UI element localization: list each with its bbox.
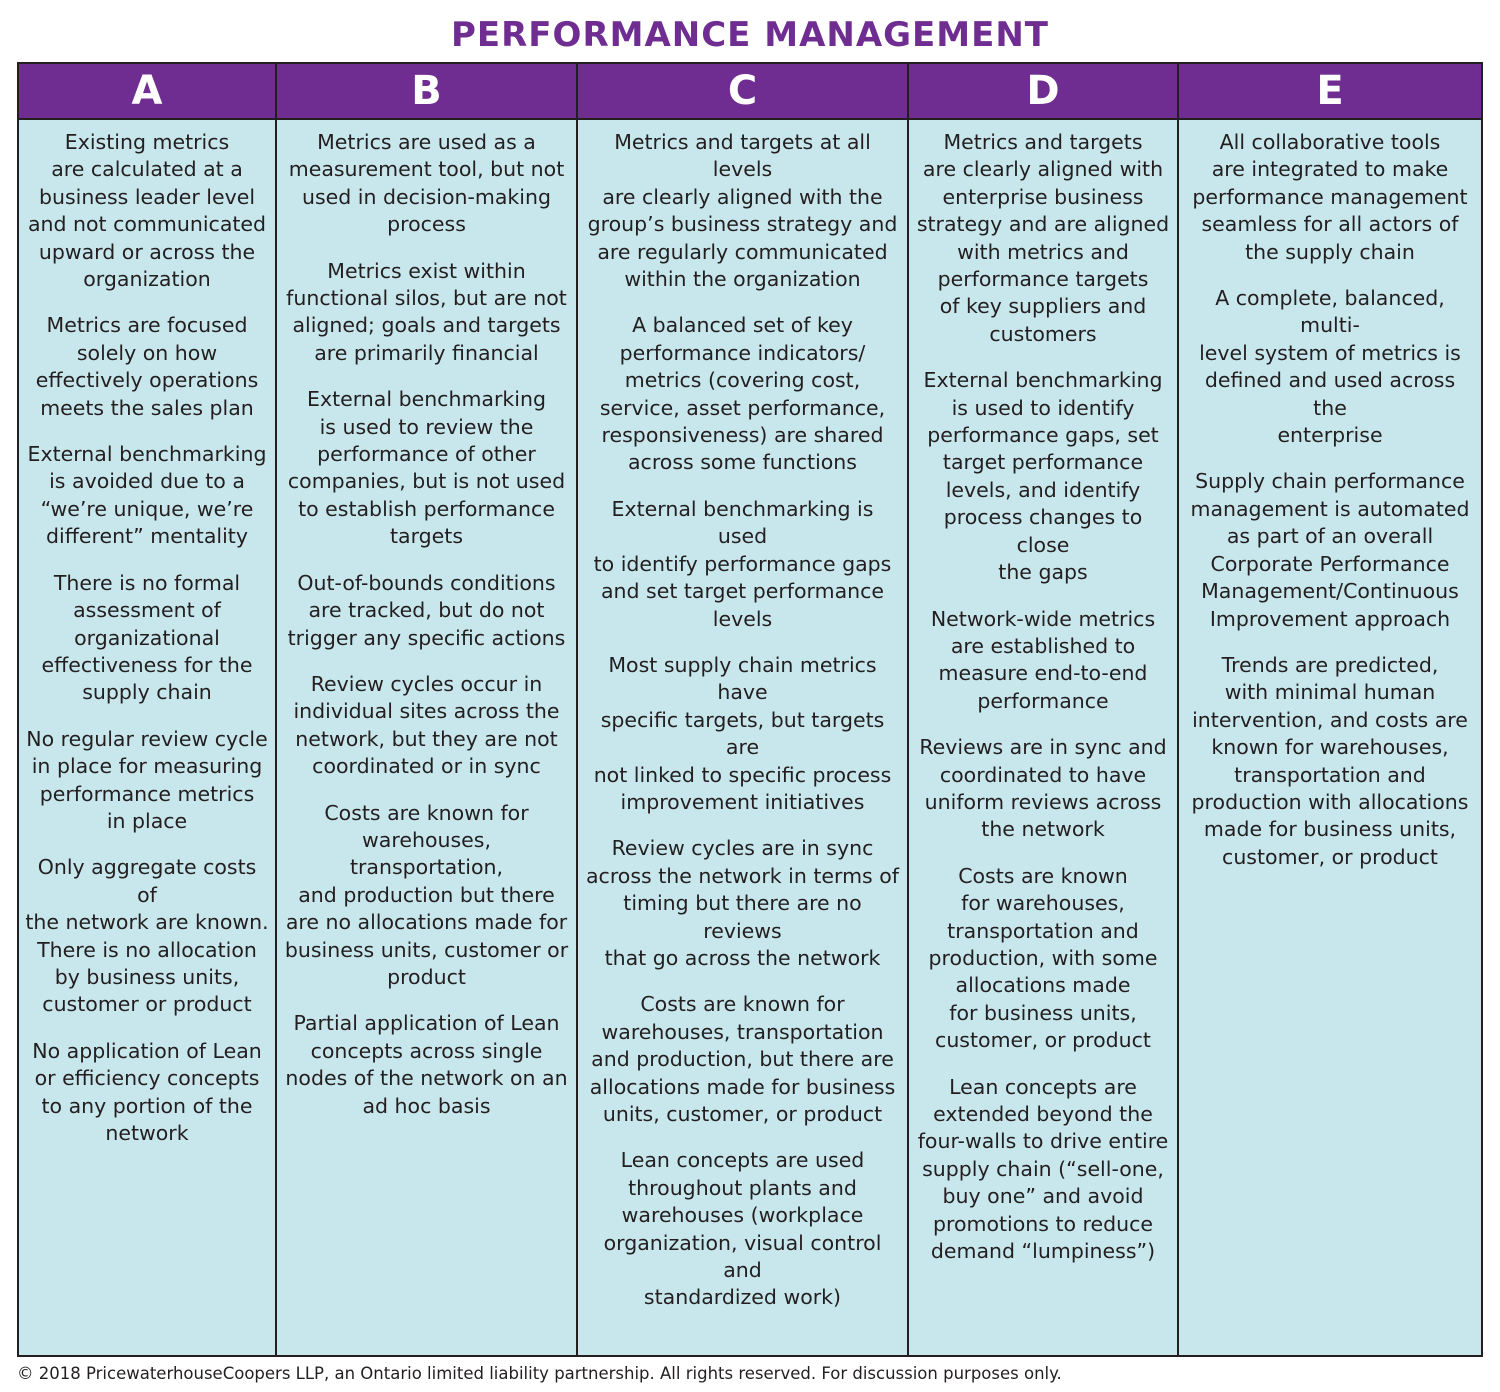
column-header-e: E bbox=[1179, 64, 1481, 120]
list-item: All collaborative tools are integrated to make performance management seamless for all actors of the supply chain bbox=[1192, 130, 1468, 264]
list-item: Metrics and targets at all levels are clearly aligned with the group’s business strategy and are regularly communicated within the organization bbox=[587, 130, 898, 292]
column-header-b: B bbox=[277, 64, 578, 120]
list-item: Partial application of Lean concepts across single nodes of the network on an ad hoc basis bbox=[285, 1011, 568, 1118]
list-item: Lean concepts are used throughout plants and warehouses (workplace organization, visual control and standardized work) bbox=[603, 1148, 882, 1310]
list-item: Network-wide metrics are established to measure end-to-end performance bbox=[930, 606, 1156, 713]
list-item: External benchmarking is avoided due to a “we’re unique, we’re different” mentality bbox=[27, 442, 267, 549]
list-item: Reviews are in sync and coordinated to have uniform reviews across the network bbox=[919, 735, 1167, 842]
page-title: PERFORMANCE MANAGEMENT bbox=[450, 15, 1049, 55]
list-item: No regular review cycle in place for measuring performance metrics in place bbox=[26, 726, 268, 833]
list-item: Costs are known for warehouses, transportation and production, but there are allocations made for business units, customer, or product bbox=[589, 992, 896, 1126]
column-body-a bbox=[19, 120, 277, 1355]
list-item: Most supply chain metrics have specific targets, but targets are not linked to specific process improvement initiatives bbox=[593, 652, 892, 814]
column-body-c bbox=[578, 120, 909, 1355]
column-body-d bbox=[909, 120, 1179, 1355]
list-item: External benchmarking is used to identify performance gaps and set target performance levels bbox=[593, 496, 892, 631]
list-item: Costs are known for warehouses, transportation, and production but there are no allocations made for business units, customer or product bbox=[284, 800, 569, 989]
column-header-c: C bbox=[578, 64, 909, 120]
list-item: Review cycles occur in individual sites across the network, but they are not coordinated or in sync bbox=[293, 671, 560, 779]
list-item: Out-of-bounds conditions are tracked, but do not trigger any specific actions bbox=[287, 570, 566, 650]
list-item: There is no formal assessment of organizational effectiveness for the supply chain bbox=[41, 570, 253, 705]
list-item: Review cycles are in sync across the network in terms of timing but there are no reviews that go across the network bbox=[585, 836, 899, 970]
list-item: A balanced set of key performance indicators/ metrics (covering cost, service, asset performance, responsiveness) are shared across some functions bbox=[599, 313, 886, 475]
column-body-e bbox=[1179, 120, 1481, 1355]
column-header-d: D bbox=[909, 64, 1179, 120]
list-item: Metrics exist within functional silos, but are not aligned; goals and targets are primarily financial bbox=[286, 258, 567, 365]
list-item: External benchmarking is used to identify performance gaps, set target performance levels, and identify process changes to close the gaps bbox=[923, 368, 1163, 585]
list-item: Existing metrics are calculated at a business leader level and not communicated upward or across the organization bbox=[27, 130, 267, 292]
list-item: A complete, balanced, multi- level system of metrics is defined and used across the enterprise bbox=[1199, 286, 1461, 448]
list-item: Only aggregate costs of the network are known. There is no allocation by business units, customer or product bbox=[25, 855, 269, 1017]
list-item: Trends are predicted, with minimal human intervention, and costs are known for warehouses, transportation and production with allocations made for business units, customer, or product bbox=[1191, 652, 1469, 869]
maturity-table bbox=[17, 62, 1483, 1357]
list-item: Metrics are used as a measurement tool, but not used in decision-making process bbox=[288, 130, 565, 237]
list-item: Metrics are focused solely on how effectively operations meets the sales plan bbox=[35, 313, 259, 420]
column-header-a: A bbox=[19, 64, 277, 120]
column-body-b bbox=[277, 120, 578, 1355]
list-item: Metrics and targets are clearly aligned with enterprise business strategy and are aligned with metrics and performance targets of key suppliers and customers bbox=[916, 130, 1170, 346]
list-item: No application of Lean or efficiency concepts to any portion of the network bbox=[32, 1038, 262, 1145]
list-item: Supply chain performance management is automated as part of an overall Corporate Performance Management/Continuous Improvement approach bbox=[1190, 469, 1470, 631]
list-item: Costs are known for warehouses, transportation and production, with some allocations made for business units, customer, or product bbox=[928, 863, 1158, 1053]
list-item: External benchmarking is used to review the performance of other companies, but is not used to establish performance targets bbox=[287, 387, 566, 549]
copyright-footer: © 2018 PricewaterhouseCoopers LLP, an Ontario limited liability partnership. All rights reserved. For discussion purposes only. bbox=[17, 1364, 1062, 1383]
list-item: Lean concepts are extended beyond the four-walls to drive entire supply chain (“sell-one, buy one” and avoid promotions to reduce demand “lumpiness”) bbox=[917, 1074, 1169, 1264]
